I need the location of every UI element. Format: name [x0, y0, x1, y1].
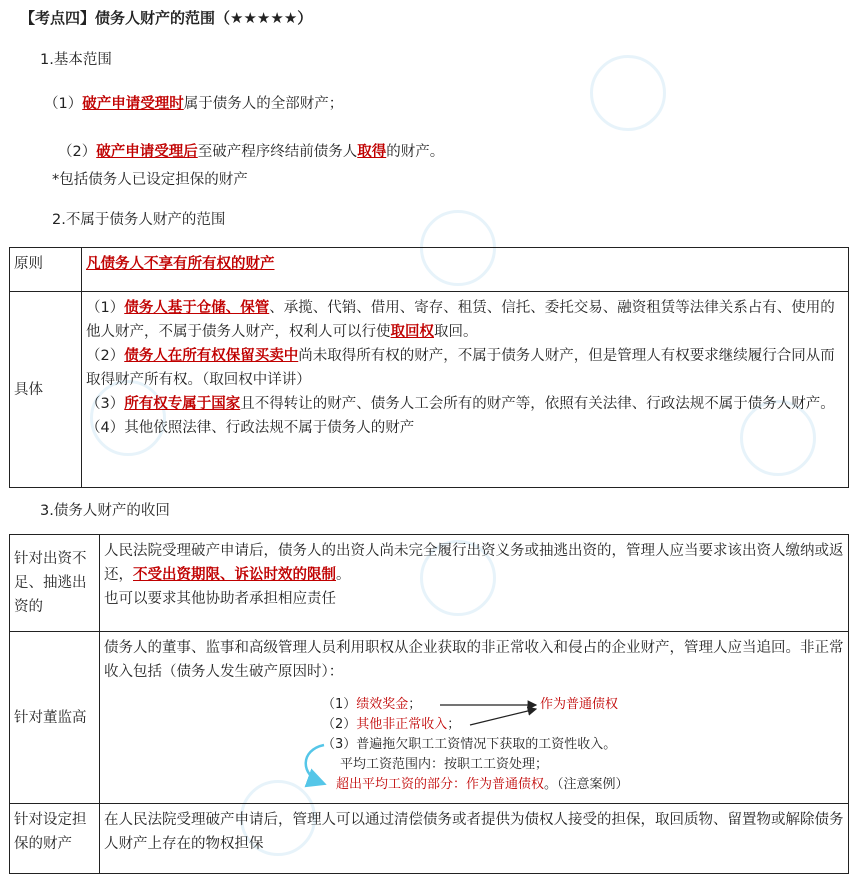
- table-row: [10, 292, 849, 488]
- section-1-item-2: （2）破产申请受理后至破产程序终结前债务人取得的财产。: [58, 144, 445, 160]
- arrow-2: [470, 709, 536, 725]
- diagram-item-2: （2）其他非正常收入；: [322, 717, 461, 732]
- table-row: [10, 804, 849, 874]
- row-label: 针对董监高: [10, 632, 100, 804]
- diagram-item-1: （1）绩效奖金；: [322, 697, 422, 712]
- section-1-note: *包括债务人已设定担保的财产: [52, 172, 248, 188]
- curve-arrow: [306, 745, 324, 783]
- paragraph: （1）债务人基于仓储、保管、承揽、代销、借用、寄存、租赁、信托、委托交易、融资租赁等法律关系占有、使用的他人财产，不属于债务人财产，权利人可以行使取回权取回。: [86, 300, 835, 340]
- page-title: 【考点四】债务人财产的范围（★★★★★）: [20, 9, 313, 27]
- section-1-item-1: （1）破产申请受理时属于债务人的全部财产；: [44, 96, 344, 112]
- section-2-table: [9, 247, 849, 488]
- paragraph: （4）其他依照法律、行政法规不属于债务人的财产: [86, 420, 415, 436]
- row-label: 原则: [10, 248, 82, 292]
- row-content: 在人民法院受理破产申请后，管理人可以通过清偿债务或者提供为债权人接受的担保，取回质物、留置物或解除债务人财产上存在的物权担保: [100, 804, 849, 874]
- row-content: 凡债务人不享有所有权的财产: [82, 248, 849, 292]
- diagram-target: 作为普通债权: [540, 697, 619, 712]
- diagram-item-4: 平均工资范围内：按职工工资处理；: [340, 757, 549, 772]
- diagram-item-3: （3）普遍拖欠职工工资情况下获取的工资性收入。: [322, 737, 617, 752]
- table-row: [10, 248, 849, 292]
- row-label: 针对设定担保的财产: [10, 804, 100, 874]
- diagram-item-5: 超出平均工资的部分：作为普通债权。（注意案例）: [336, 777, 629, 792]
- income-diagram: [300, 695, 700, 795]
- section-1-title: 1.基本范围: [40, 52, 112, 68]
- paragraph: （3）所有权专属于国家且不得转让的财产、债务人工会所有的财产等，依照有关法律、行政法规不属于债务人财产。: [86, 396, 835, 412]
- table-row: [10, 535, 849, 632]
- row-content: 债务人的董事、监事和高级管理人员利用职权从企业获取的非正常收入和侵占的企业财产，管理人应当追回。非正常收入包括（债务人发生破产原因时）：: [100, 632, 849, 804]
- row-content: 人民法院受理破产申请后，债务人的出资人尚未完全履行出资义务或抽逃出资的，管理人应当要求该出资人缴纳或返还，不受出资期限、诉讼时效的限制。 也可以要求其他协助者承担相应责任: [100, 535, 849, 632]
- section-3-title: 3.债务人财产的收回: [40, 503, 170, 519]
- diagram-arrows: [300, 695, 700, 795]
- row-label: 具体: [10, 292, 82, 488]
- paragraph: （2）债务人在所有权保留买卖中尚未取得所有权的财产，不属于债务人财产，但是管理人有权要求继续履行合同从而取得财产所有权。（取回权中详讲）: [86, 348, 835, 388]
- row-content: [82, 292, 849, 488]
- watermark-logo: [590, 55, 666, 131]
- section-2-title: 2.不属于债务人财产的范围: [52, 212, 226, 228]
- row-label: 针对出资不足、抽逃出资的: [10, 535, 100, 632]
